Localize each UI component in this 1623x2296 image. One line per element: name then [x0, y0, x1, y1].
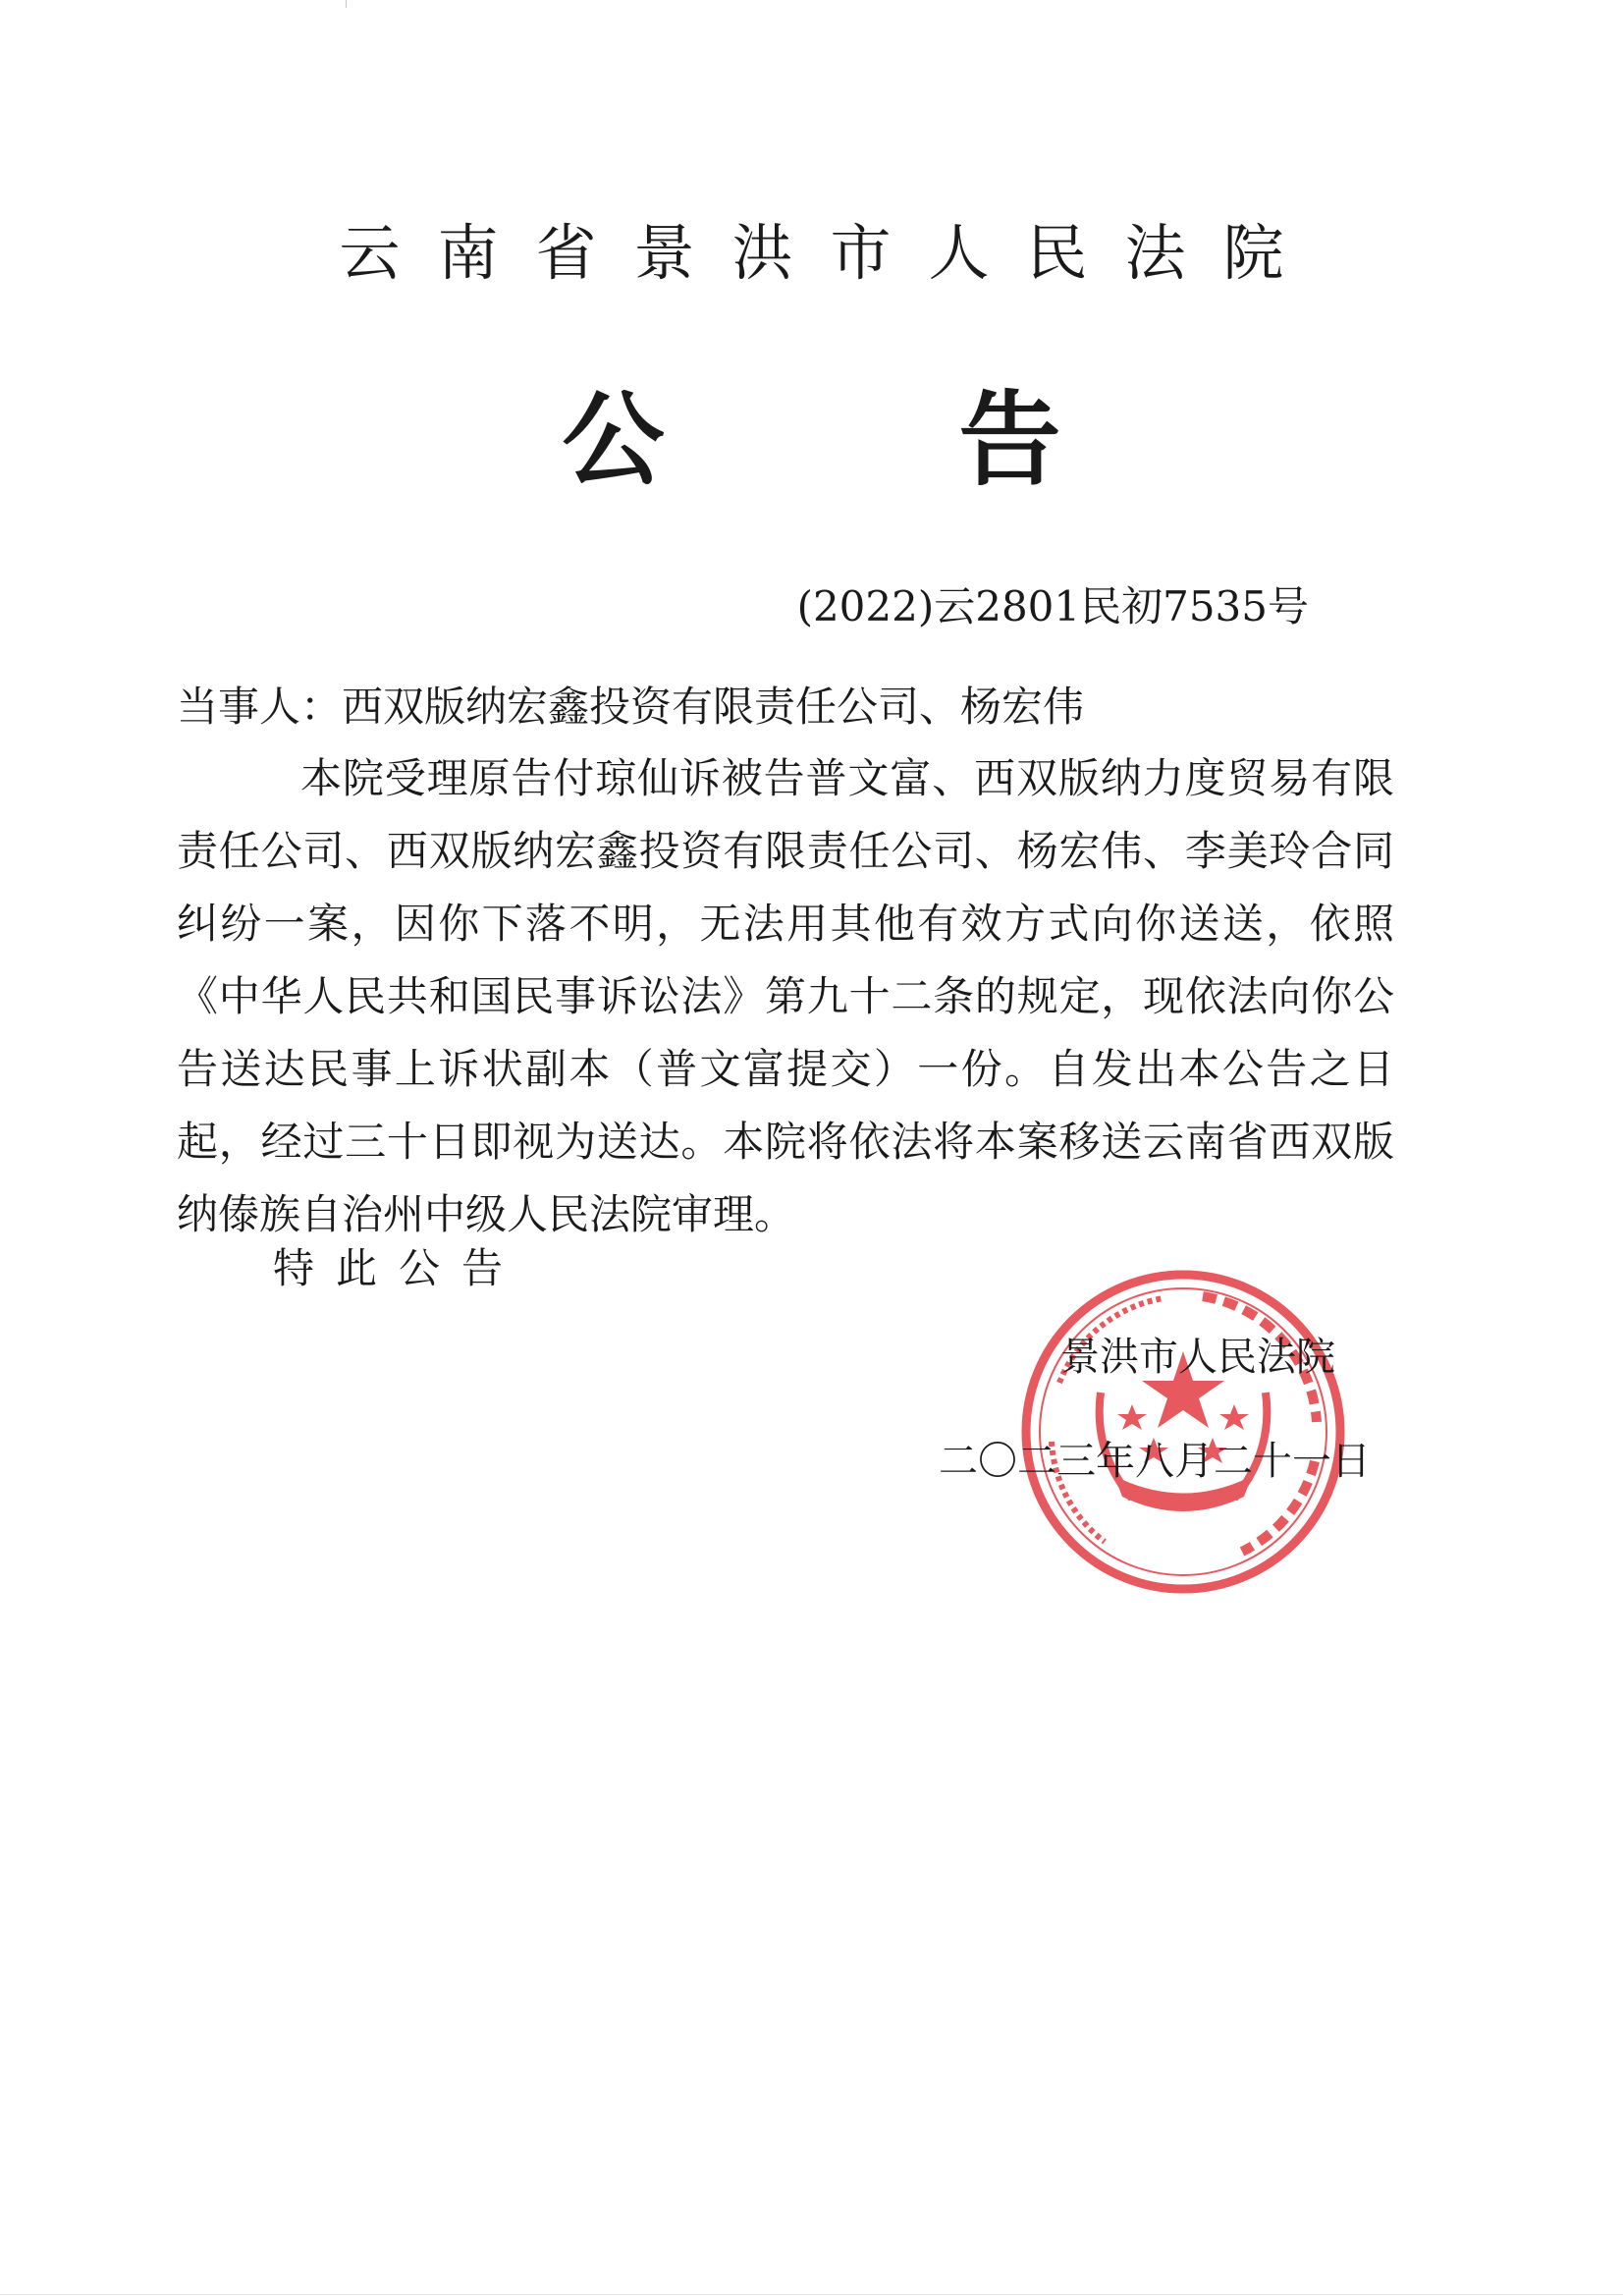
notice-body: 本院受理原告付琼仙诉被告普文富、西双版纳力度贸易有限责任公司、西双版纳宏鑫投资有限责任公司、杨宏伟、李美玲合同纠纷一案，因你下落不明，无法用其他有效方式向你送送，依照《中华人民共和国民事诉讼法》第九十二条的规定，现依法向你公告送达民事上诉状副本（普文富提交）一份。自发出本公告之日起，经过三十日即视为送达。本院将依法将本案移送云南省西双版纳傣族自治州中级人民法院审理。 — [177, 754, 1394, 1238]
court-name-heading: 云南省景洪市人民法院 — [339, 217, 1322, 289]
signature-date: 二〇二三年八月二十一日 — [939, 1439, 1371, 1484]
case-number: (2022)云2801民初7535号 — [796, 582, 1309, 630]
signature-court-name: 景洪市人民法院 — [1060, 1335, 1335, 1380]
seal-emblem-star-1 — [1117, 1404, 1147, 1430]
party-line: 当事人：西双版纳宏鑫投资有限责任公司、杨宏伟 — [177, 683, 1085, 731]
closing-statement: 特此公告 — [273, 1244, 525, 1292]
notice-title: 公告 — [562, 379, 1356, 500]
scan-mark-bottom — [0, 2294, 1623, 2295]
seal-emblem-star-2 — [1219, 1404, 1249, 1430]
scan-mark-top — [346, 0, 347, 8]
